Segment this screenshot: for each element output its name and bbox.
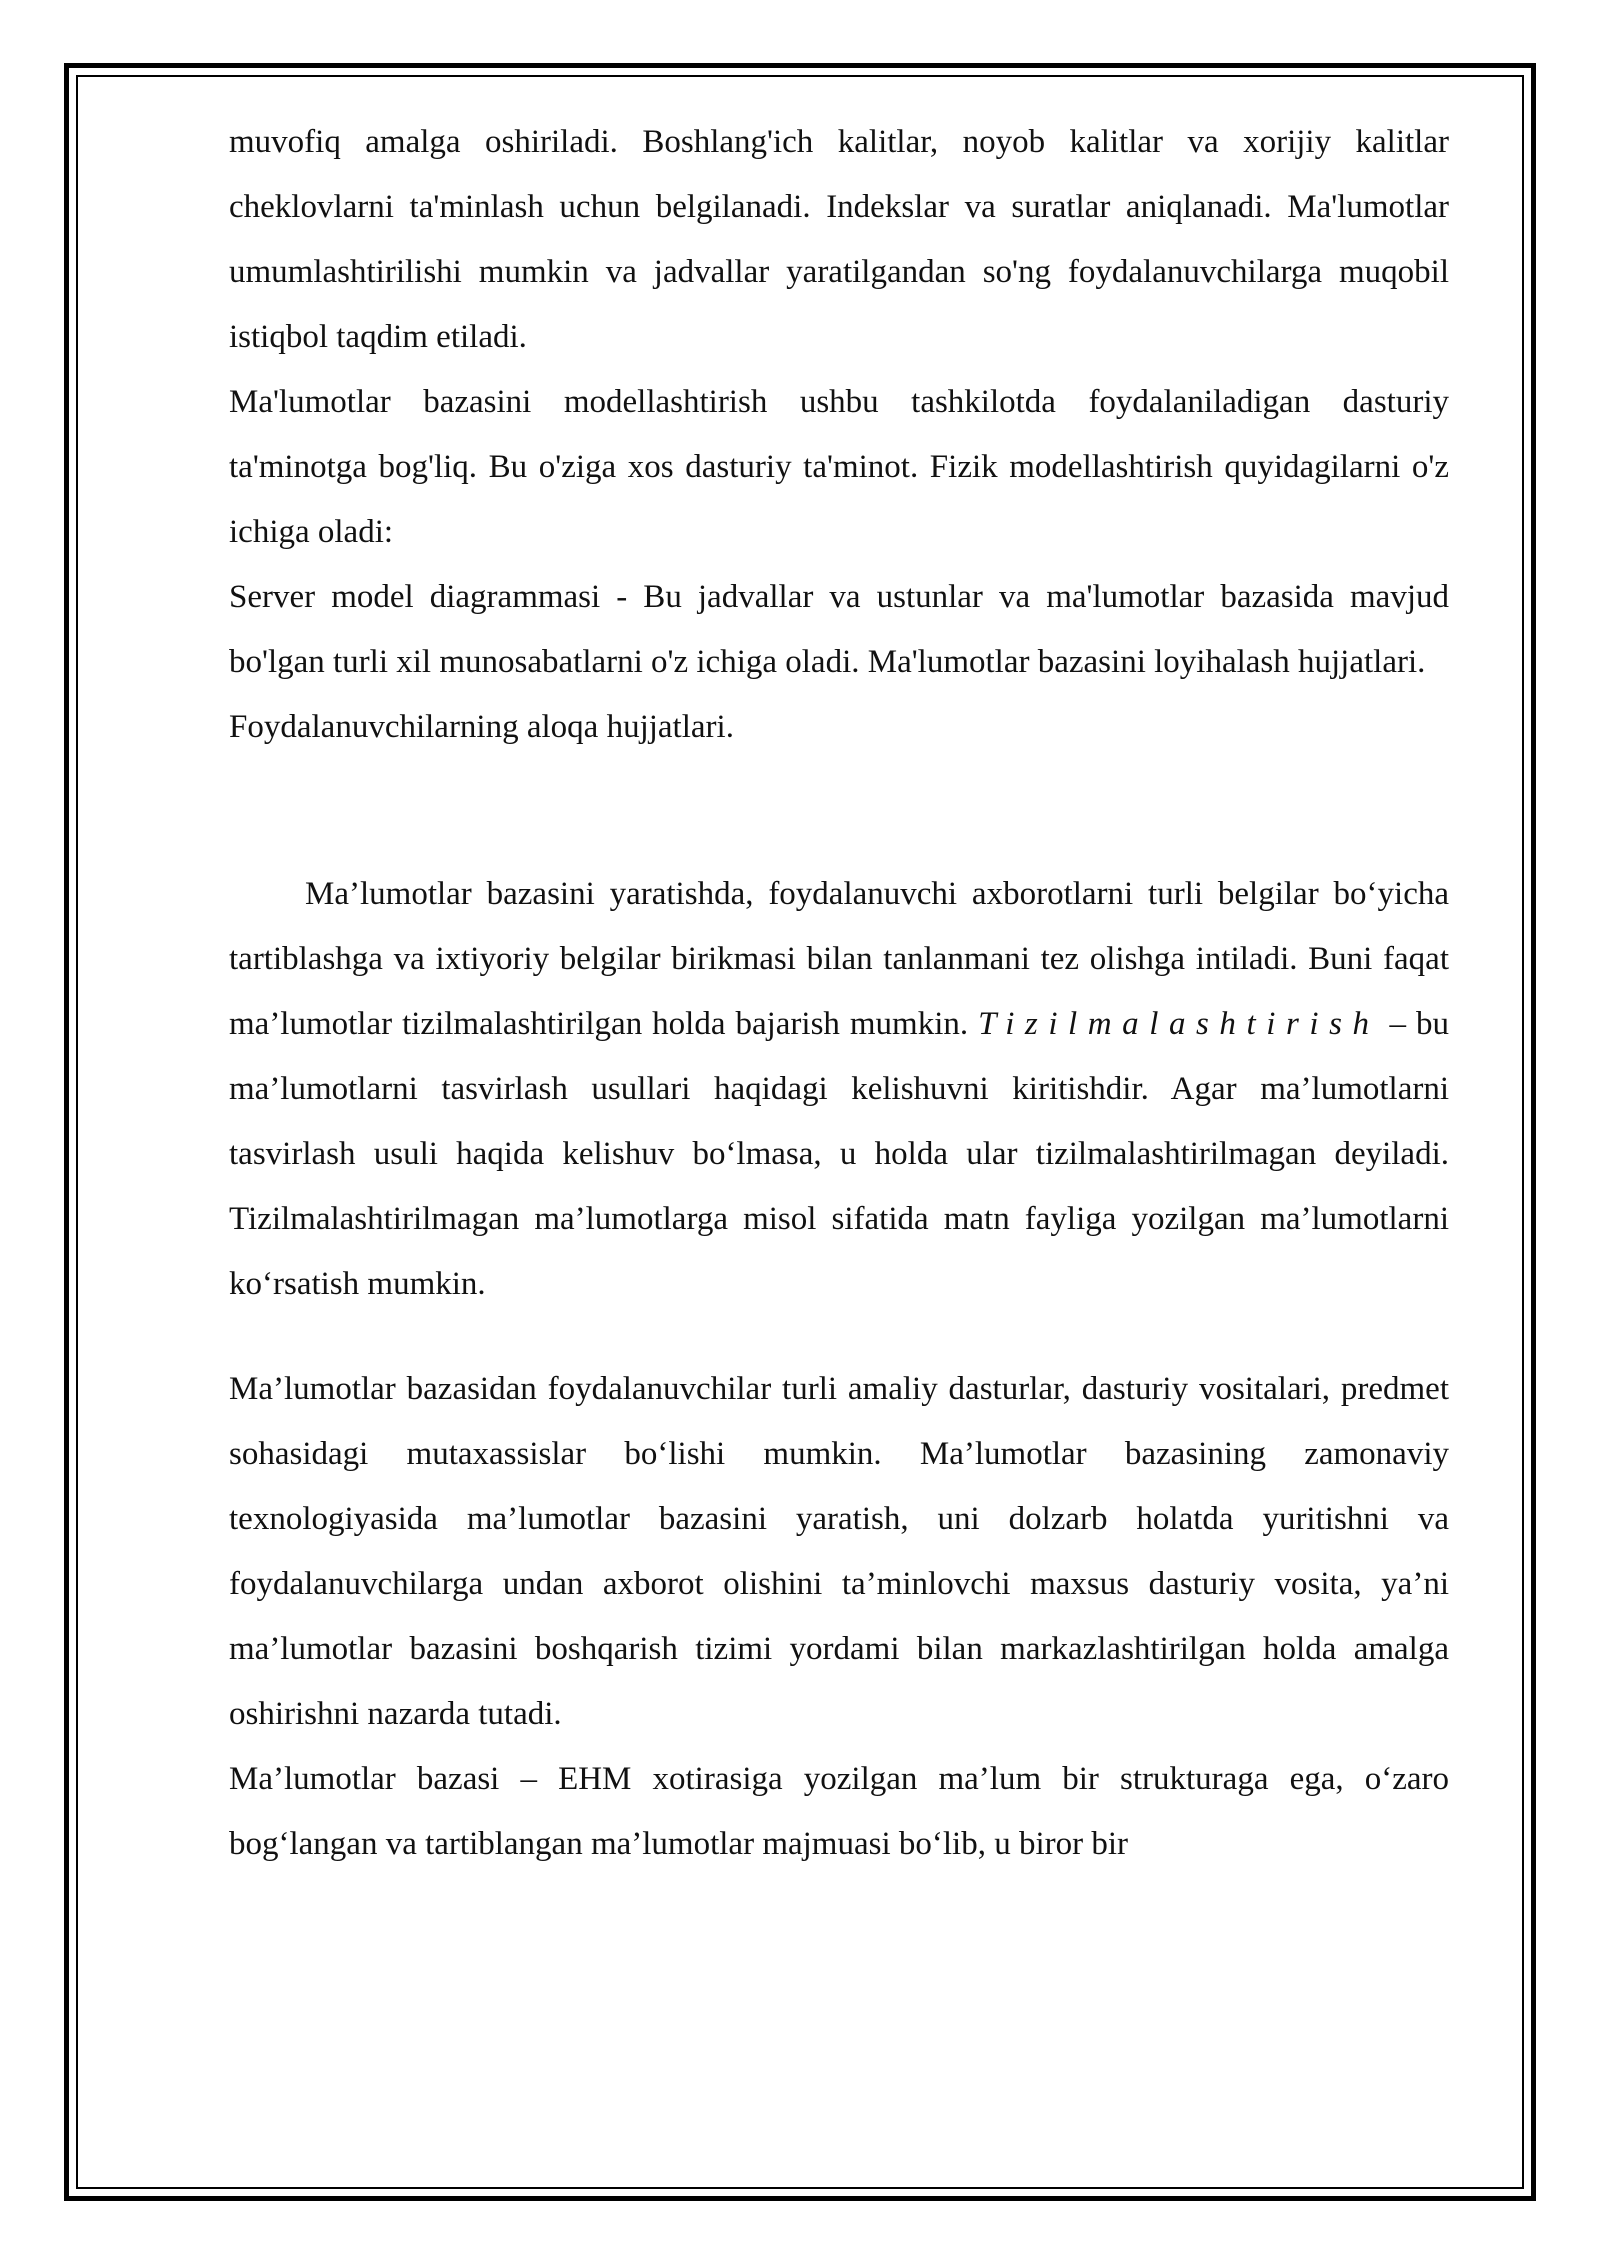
paragraph-1: muvofiq amalga oshiriladi. Boshlang'ich kalitlar, noyob kalitlar va xorijiy kalitlar cheklovlarni ta'minlash uchun belgilanadi. Indekslar va suratlar aniqlanadi. Ma'lumotlar umumlashtirilishi mumkin va jadvallar yaratilgandan so'ng foydalanuvchilarga muqobil istiqbol taqdim etiladi. [229, 124, 1449, 355]
paragraph-5-start: Ma’lumotlar bazasini yaratishda, foydalanuvchi axborotlarni turli belgilar bo‘yicha tartiblashga va ixtiyoriy belgilar birikmasi bilan tanlanmani tez olishga intiladi. Buni faqat ma’lumotlar tizilmalashtirilgan holda bajarish mumkin. [229, 876, 1449, 1042]
paragraph-3: Server model diagrammasi - Bu jadvallar va ustunlar va ma'lumotlar bazasida mavjud bo'lgan turli xil munosabatlarni o'z ichiga oladi. Ma'lumotlar bazasini loyihalash hujjatlari. [229, 579, 1449, 680]
document-body [229, 110, 1449, 1877]
paragraph-5-end: – bu ma’lumotlarni tasvirlash usullari haqidagi kelishuvni kiritishdir. Agar ma’lumotlarni tasvirlash usuli haqida kelishuv bo‘lmasa, u holda ular tizilmalashtirilmagan deyiladi. Tizilmalashtirilmagan ma’lumotlarga misol sifatida matn fayliga yozilgan ma’lumotlarni ko‘rsatish mumkin. [229, 1006, 1449, 1302]
paragraph-2: Ma'lumotlar bazasini modellashtirish ushbu tashkilotda foydalaniladigan dasturiy ta'minotga bog'liq. Bu o'ziga xos dasturiy ta'minot. Fizik modellashtirish quyidagilarni o'z ichiga oladi: [229, 384, 1449, 550]
term-tizilmalashtirish: Tizilmalashtirish [978, 1006, 1380, 1042]
paragraph-6: Ma’lumotlar bazasidan foydalanuvchilar turli amaliy dasturlar, dasturiy vositalari, predmet sohasidagi mutaxassislar bo‘lishi mumkin. Ma’lumotlar bazasining zamonaviy texnologiyasida ma’lumotlar bazasini yaratish, uni dolzarb holatda yuritishni va foydalanuvchilarga undan axborot olishini ta’minlovchi maxsus dasturiy vosita, ya’ni ma’lumotlar bazasini boshqarish tizimi yordami bilan markazlashtirilgan holda amalga oshirishni nazarda tutadi. [229, 1371, 1449, 1732]
paragraph-7: Ma’lumotlar bazasi – EHM xotirasiga yozilgan ma’lum bir strukturaga ega, o‘zaro bog‘langan va tartiblangan ma’lumotlar majmuasi bo‘lib, u biror bir [229, 1761, 1449, 1862]
paragraph-gap [229, 760, 1449, 862]
paragraph-5 [229, 862, 1449, 1317]
paragraph-gap [229, 1317, 1449, 1357]
paragraph-4: Foydalanuvchilarning aloqa hujjatlari. [229, 709, 734, 745]
